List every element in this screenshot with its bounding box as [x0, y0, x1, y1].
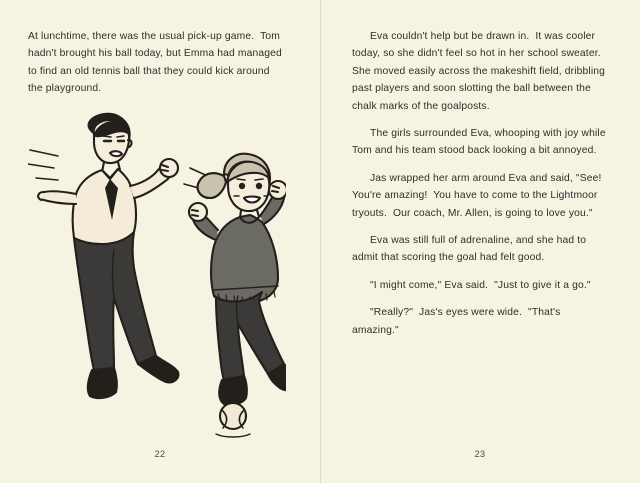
right-page-paragraph-3: Jas wrapped her arm around Eva and said, "See! You're amazing! You have to come to the Lightmoor tryouts. Our coach, Mr. Allen, is going to love you."	[352, 172, 608, 219]
left-page-paragraph: At lunchtime, there was the usual pick-up game. Tom hadn't brought his ball today, but Emma had managed to find an old tennis ball that they could kick around the playground.	[28, 31, 285, 95]
illustration-container	[28, 112, 286, 442]
right-page-paragraph-1: Eva couldn't help but be drawn in. It was cooler today, so she didn't feel so hot in her school sweater. She moved easily across the makeshift field, dribbling past players and soon slotting the ball between the chalk marks of the goalposts.	[352, 31, 609, 112]
two-children-running-with-tennis-ball-icon	[28, 112, 286, 442]
right-page-paragraph-2: The girls surrounded Eva, whooping with joy while Tom and his team stood back looking a bit annoyed.	[352, 128, 609, 157]
right-page	[320, 0, 640, 483]
page-number-right: 23	[474, 449, 486, 459]
page-number-left: 22	[154, 449, 166, 459]
right-page-paragraph-5: "I might come," Eva said. "Just to give it a go."	[370, 279, 591, 291]
right-page-paragraph-4: Eva was still full of adrenaline, and she had to admit that scoring the goal had felt good.	[352, 235, 590, 264]
right-page-paragraph-6: "Really?" Jas's eyes were wide. "That's amazing."	[352, 307, 564, 336]
